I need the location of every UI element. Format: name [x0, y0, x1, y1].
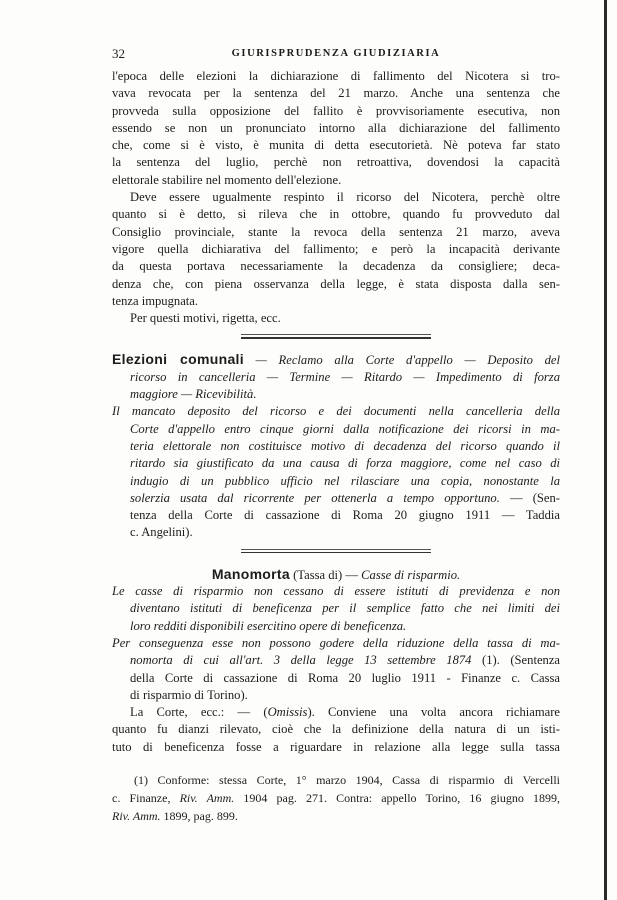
section-heading-line	[112, 351, 560, 368]
maxim-line: teria elettorale non costituisce motivo di decadenza del ricorso quando il	[130, 438, 560, 453]
citation-start: (1). (Sentenza	[471, 653, 560, 668]
text-line: tuto di beneficenza fosse a riguardare in relazione alla legge sulla tassa	[112, 739, 560, 754]
footnote-line: (1) Conforme: stessa Corte, 1° marzo 1904, Cassa di risparmio di Vercelli	[134, 772, 560, 787]
text-line: Consiglio provinciale, stante la revoca della sentenza 21 marzo, aveva	[112, 224, 560, 239]
page-edge-line	[604, 0, 607, 900]
text-span: ). Conviene una volta ancora richiamare	[307, 705, 560, 720]
page-number: 32	[112, 46, 125, 61]
text-italic: Riv. Amm.	[179, 790, 235, 805]
text-line: vava revocata per la sentenza del 21 marzo. Anche una sentenza che	[112, 86, 560, 101]
maxim-line	[112, 490, 560, 507]
footnote-line	[112, 807, 560, 825]
text-span: c. Finanze,	[112, 790, 180, 805]
text-italic: Omissis	[267, 705, 308, 720]
section-title-suffix: (Tassa di) —	[289, 567, 362, 582]
text-line	[112, 704, 560, 721]
text-line: elettorale stabilire nel momento dell'elezione.	[112, 172, 342, 187]
maxim-line: loro redditi disponibili esercitino opere di beneficenza.	[130, 618, 407, 633]
text-line: che, come si è visto, è munita di detta esecutorietà. Nè poteva far stato	[112, 138, 560, 153]
text-span: La Corte, ecc.: — (	[130, 705, 268, 720]
citation-line: della Corte di cassazione di Roma 20 luglio 1911 - Finanze c. Cassa	[130, 670, 560, 685]
text-line: denza che, con piena osservanza della legge, è stata disposta dalla sen-	[112, 276, 560, 291]
maxim-line: diventano istituti di beneficenza per il semplice fatto che nei limiti dei	[130, 601, 560, 616]
section-separator	[241, 548, 431, 556]
maxim-text: solerzia usata dal ricorrente per ottenerla a tempo opportuno.	[130, 490, 500, 505]
section-subtitle-line: ricorso in cancelleria — Termine — Ritardo — Impedimento di forza	[130, 369, 560, 384]
section-title-italic: Casse di risparmio.	[361, 567, 461, 582]
maxim-text: nomorta di cui all'art. 3 della legge 13 settembre 1874	[130, 653, 472, 668]
maxim-line: indugio di un pubblico ufficio nel rilasciare una copia, nonostante la	[130, 473, 560, 488]
text-italic: Riv. Amm.	[112, 808, 161, 823]
text-line: Deve essere ugualmente respinto il ricorso del Nicotera, perchè oltre	[130, 190, 560, 205]
text-line: quanto fu dianzi rilevato, cioè che la definizione della natura di un isti-	[112, 722, 560, 737]
citation-line: di risparmio di Torino).	[130, 687, 248, 702]
text-line: quanto si è detto, si rileva che in ottobre, quando fu provveduto dal	[112, 207, 560, 222]
citation-line: tenza della Corte di cassazione di Roma 20 giugno 1911 — Taddia	[130, 508, 560, 523]
citation-start: — (Sen-	[499, 490, 560, 505]
maxim-line: Per conseguenza esse non possono godere della riduzione della tassa di ma-	[112, 635, 560, 650]
body-part1	[112, 68, 560, 327]
maxim-line	[112, 652, 560, 669]
text-span: 1899, pag. 899.	[160, 808, 238, 823]
text-line: provveda sulla opposizione del fallito è provvisoriamente esecutiva, non	[112, 103, 560, 118]
section-subtitle: — Reclamo alla Corte d'appello — Deposito del	[243, 353, 560, 368]
section-separator	[241, 333, 431, 341]
text-line: l'epoca delle elezioni la dichiarazione di fallimento del Nicotera si tro-	[112, 69, 560, 83]
page-header	[112, 46, 560, 68]
footnote-line	[112, 789, 560, 807]
section-subtitle-line: maggiore — Ricevibilità.	[130, 387, 257, 402]
maxim-line: ritardo sia giustificato da una causa di forza maggiore, come nel caso di	[130, 456, 560, 471]
section-title: Manomorta	[211, 565, 290, 582]
maxim-line: Il mancato deposito del ricorso e dei documenti nella cancelleria della	[112, 404, 560, 419]
text-line: essendo se non un pronunciato intorno alla dichiarazione del fallimento	[112, 120, 560, 135]
citation-line: c. Angelini).	[130, 525, 193, 540]
section-manomorta	[112, 566, 560, 756]
text-line: da questa portava necessariamente la decadenza da consigliere; deca-	[112, 259, 560, 274]
footnote-rule	[112, 762, 560, 763]
section-title: Elezioni comunali	[112, 351, 244, 368]
text-span: 1904 pag. 271. Contra: appello Torino, 16 giugno 1899,	[234, 790, 560, 805]
section-heading-line	[112, 566, 560, 583]
maxim-line: Le casse di risparmio non cessano di essere istituti di previdenza e non	[112, 584, 560, 599]
footnote	[112, 771, 560, 825]
running-title: GIURISPRUDENZA GIUDIZIARIA	[231, 48, 441, 59]
text-line: vigore quella dichiarativa del fallimento; e però la incapacità derivante	[112, 241, 560, 256]
text-line: tenza impugnata.	[112, 293, 199, 308]
section-elezioni-comunali	[112, 351, 560, 541]
page-content	[112, 46, 560, 825]
maxim-line: Corte d'appello entro cinque giorni dalla notificazione dei ricorsi in ma-	[130, 421, 560, 436]
text-line: Per questi motivi, rigetta, ecc.	[130, 311, 281, 326]
text-line: la sentenza del luglio, perchè non retroattiva, dovendosi la capacità	[112, 155, 560, 170]
